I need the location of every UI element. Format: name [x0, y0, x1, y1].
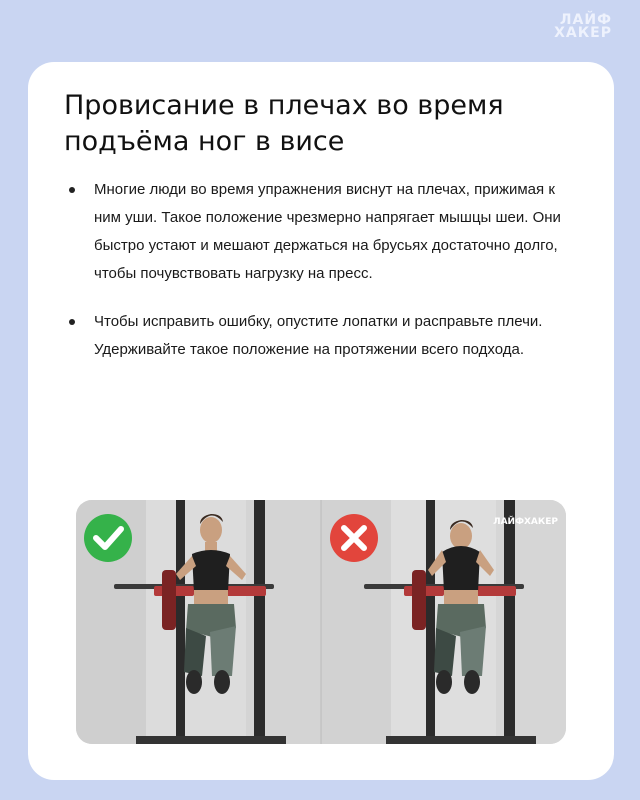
comparison-photo-art	[76, 500, 566, 744]
page-title: Провисание в плечах во время подъёма ног в висе	[64, 90, 504, 157]
list-item: Чтобы исправить ошибку, опустите лопатки и расправьте плечи. Удерживайте такое положение на протяжении всего подхода.	[68, 308, 568, 364]
content-card	[28, 62, 614, 780]
brand-logo-line2: ХАКЕР	[554, 25, 612, 41]
bullet-list	[68, 176, 568, 384]
brand-logo-line1: ЛАЙФ	[559, 12, 612, 28]
photo-watermark: ЛАЙФХАКЕР	[493, 517, 558, 527]
checkmark-icon	[84, 514, 132, 562]
cross-icon	[330, 514, 378, 562]
list-item: Многие люди во время упражнения виснут на плечах, прижимая к ним уши. Такое положение чрезмерно напрягает мышцы шеи. Они быстро устают и мешают держаться на брусьях достаточно долго, чтобы почувствовать нагрузку на пресс.	[68, 176, 568, 288]
comparison-photo	[76, 500, 566, 744]
brand-logo	[552, 14, 612, 40]
